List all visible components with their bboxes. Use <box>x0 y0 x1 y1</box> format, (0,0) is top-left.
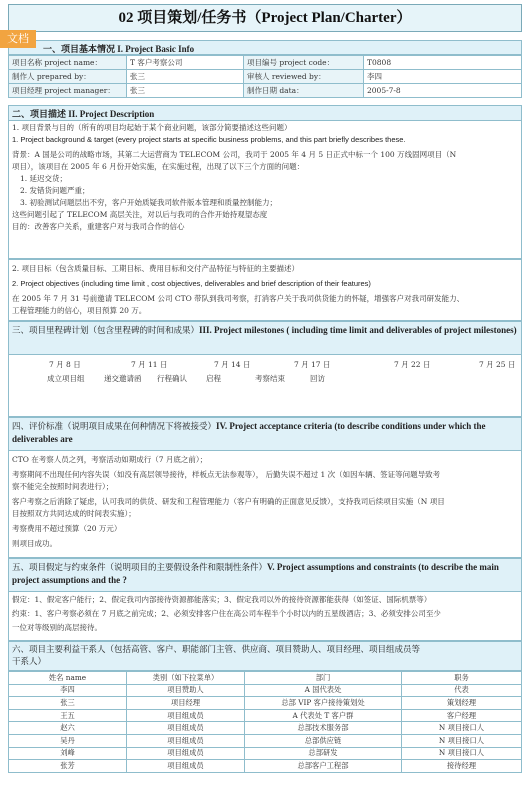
milestone-item-1: 成立项目组 <box>47 374 85 383</box>
project-background-box <box>8 121 522 259</box>
document-title: 02 项目策划/任务书（Project Plan/Charter） <box>8 4 522 32</box>
document-tag[interactable]: 文档 <box>0 30 36 48</box>
position-cell: 客户经理 <box>402 709 522 722</box>
background-text-2: 项目），该项目在 2005 年 6 月份开始实施，在实施过程，出现了以下三个方面的问题： <box>12 162 305 171</box>
background-heading-en: 1. Project background & target (every project starts at specific business problems, and this part briefly describes these. <box>12 135 406 144</box>
milestone-date-7: 7 月 25 日 <box>479 360 516 369</box>
category-cell[interactable]: 项目组成员 <box>127 709 245 722</box>
acceptance-criteria-box <box>8 451 522 558</box>
manager-label: 项目经理 project manager： <box>9 84 127 98</box>
milestone-item-5: 考察结束 <box>255 374 285 383</box>
name-cell: 王五 <box>9 709 127 722</box>
department-cell: 总部客户工程部 <box>245 760 402 773</box>
department-cell: 总部供应链 <box>245 734 402 747</box>
category-cell[interactable]: 项目赞助人 <box>127 684 245 697</box>
name-cell: 张三 <box>9 697 127 710</box>
assumptions-box <box>8 592 522 641</box>
purpose-text: 目的：改善客户关系，重建客户对与我司合作的信心 <box>12 222 185 231</box>
project-code-label: 项目编号 project code： <box>244 56 364 70</box>
criteria-line-4: 客户考察之后消除了疑虑，认可我司的供货、研发和工程管理能力（客户有明确的正面意见反馈），支持我司后续项目实施（N 项目 <box>12 497 445 506</box>
section-description-header: 二、项目描述 II. Project Description <box>8 105 522 121</box>
table-row <box>9 734 522 747</box>
table-row <box>9 709 522 722</box>
project-code-value[interactable]: T0808 <box>364 56 522 70</box>
objectives-text-2: 工程管理能力的信心，项目预算 20 万。 <box>12 306 147 315</box>
department-cell: 总部 VIP 客户接待策划处 <box>245 697 402 710</box>
section-milestones-header: 三、项目里程碑计划（包含里程碑的时间和成果）III. Project milestones ( including time limit and deliverables of project milestones) <box>8 321 522 355</box>
section-acceptance-header: 四、评价标准（说明项目成果在何种情况下将被接受）IV. Project acceptance criteria (to describe conditions under which the deliverables are <box>8 417 522 451</box>
section-basic-info-header: 一、项目基本情况 I. Project Basic Info <box>8 40 522 55</box>
milestone-item-2: 递交邀请函 <box>104 374 142 383</box>
date-value[interactable]: 2005-7-8 <box>364 84 522 98</box>
table-row <box>9 760 522 773</box>
basic-info-table <box>8 55 522 98</box>
position-cell: N 项目接口人 <box>402 734 522 747</box>
milestone-date-5: 7 月 17 日 <box>294 360 331 369</box>
issue-item-3: 3. 初验测试问题层出不穷，客户开始质疑我司软件版本管理和质量控制能力； <box>20 198 278 207</box>
table-row <box>9 684 522 697</box>
section-assumptions-header: 五、项目假定与约束条件（说明项目的主要假设条件和限制性条件）V. Project assumptions and constraints (to describe the main project assumptions and the ? <box>8 558 522 592</box>
background-heading-cn: 1. 项目背景与目的（所有的项目均起始于某个商业问题，该部分简要描述这些问题） <box>12 123 292 132</box>
issue-item-1: 1. 延迟交货； <box>20 174 68 183</box>
category-cell[interactable]: 项目组成员 <box>127 760 245 773</box>
milestone-date-3: 7 月 14 日 <box>214 360 251 369</box>
reviewer-label: 审核人 reviewed by： <box>244 70 364 84</box>
position-cell: N 项目接口人 <box>402 747 522 760</box>
name-cell: 刘峰 <box>9 747 127 760</box>
preparer-value[interactable]: 张三 <box>127 70 244 84</box>
name-cell: 李四 <box>9 684 127 697</box>
preparer-label: 制作人 prepared by： <box>9 70 127 84</box>
milestone-item-3: 行程确认 <box>157 374 187 383</box>
col-header-position: 职务 <box>402 672 522 685</box>
objectives-heading-cn: 2. 项目目标（包含质量目标、工期目标、费用目标和交付产品特征与特征的主要描述） <box>12 264 300 273</box>
table-row <box>9 747 522 760</box>
stakeholders-table <box>8 671 522 773</box>
milestone-date-1: 7 月 8 日 <box>49 360 81 369</box>
department-cell: 总部研发 <box>245 747 402 760</box>
col-header-department: 部门 <box>245 672 402 685</box>
position-cell: 代表 <box>402 684 522 697</box>
position-cell: 接待经理 <box>402 760 522 773</box>
criteria-line-6: 考察费用不超过预算（20 万元） <box>12 524 122 533</box>
milestone-date-6: 7 月 22 日 <box>394 360 431 369</box>
category-cell[interactable]: 项目组成员 <box>127 722 245 735</box>
section-stakeholders-header: 六、项目主要利益干系人（包括高管、客户、职能部门主管、供应商、项目赞助人、项目经理、项目组成员等 干系人） <box>8 641 522 671</box>
project-name-label: 项目名称 project name： <box>9 56 127 70</box>
constraints-line: 约束：1、客户考察必须在 7 月底之前完成；2、必须安排客户住在高公司车程半个小时以内的五星级酒店；3、必须安排公司至少 <box>12 609 441 618</box>
category-cell[interactable]: 项目组成员 <box>127 734 245 747</box>
objectives-text: 在 2005 年 7 月 31 号前邀请 TELECOM 公司 CTO 带队到我司考察，打消客户关于我司供货能力的怀疑，增强客户对我司研发能力、 <box>12 294 465 303</box>
table-row <box>9 697 522 710</box>
position-cell: 策划经理 <box>402 697 522 710</box>
position-cell: N 项目接口人 <box>402 722 522 735</box>
category-cell[interactable]: 项目组成员 <box>127 747 245 760</box>
background-text: 背景：A 国是公司的战略市场，其第二大运营商为 TELECOM 公司，我司于 2005 年 4 月 5 日正式中标一个 100 万线固网项目（N <box>12 150 457 159</box>
date-label: 制作日期 data： <box>244 84 364 98</box>
criteria-line-1: CTO 在考察人员之列，考察活动如期成行（7 月底之前）； <box>12 455 208 464</box>
name-cell: 吴丹 <box>9 734 127 747</box>
name-cell: 赵六 <box>9 722 127 735</box>
constraints-line-2: 一位对等级别的高层接待。 <box>12 623 102 632</box>
background-text-3: 这些问题引起了 TELECOM 高层关注，对以后与我司的合作开始持观望态度 <box>12 210 268 219</box>
milestone-date-2: 7 月 11 日 <box>131 360 168 369</box>
objectives-heading-en: 2. Project objectives (including time limit , cost objectives, deliverables and brief description of their features) <box>12 279 371 288</box>
reviewer-value[interactable]: 李四 <box>364 70 522 84</box>
category-cell[interactable]: 项目经理 <box>127 697 245 710</box>
name-cell: 张芳 <box>9 760 127 773</box>
manager-value[interactable]: 张三 <box>127 84 244 98</box>
milestones-box <box>8 355 522 417</box>
col-header-name: 姓名 name <box>9 672 127 685</box>
department-cell: A 代表处 T 客户群 <box>245 709 402 722</box>
criteria-line-3: 察不能完全按照时间表进行）； <box>12 482 114 491</box>
issue-item-2: 2. 发错货问题严重； <box>20 186 90 195</box>
department-cell: A 国代表处 <box>245 684 402 697</box>
criteria-line-2: 考察期间不出现任何内容失误（如没有高层领导接待，样板点无法参观等）， 后勤失误不超过 1 次（如因车辆、签证等问题导致考 <box>12 470 441 479</box>
table-row <box>9 722 522 735</box>
project-name-value[interactable]: T 客户考察公司 <box>127 56 244 70</box>
department-cell: 总部技术服务部 <box>245 722 402 735</box>
assumptions-line: 假定：1、假定客户能行；2、假定我司内部接待资源都能落实；3、假定我司以外的接待资源都能获得（如签证、国际机票等） <box>12 595 432 604</box>
stakeholders-body <box>9 684 522 772</box>
stakeholders-header-row <box>9 672 522 685</box>
criteria-line-7: 则项目成功。 <box>12 539 57 548</box>
criteria-line-5: 目按照双方共同达成的时间表实施）； <box>12 509 136 518</box>
milestone-item-4: 启程 <box>206 374 221 383</box>
col-header-category: 类别（如下拉菜单） <box>127 672 245 685</box>
project-objectives-box <box>8 259 522 321</box>
milestone-item-6: 回访 <box>310 374 325 383</box>
